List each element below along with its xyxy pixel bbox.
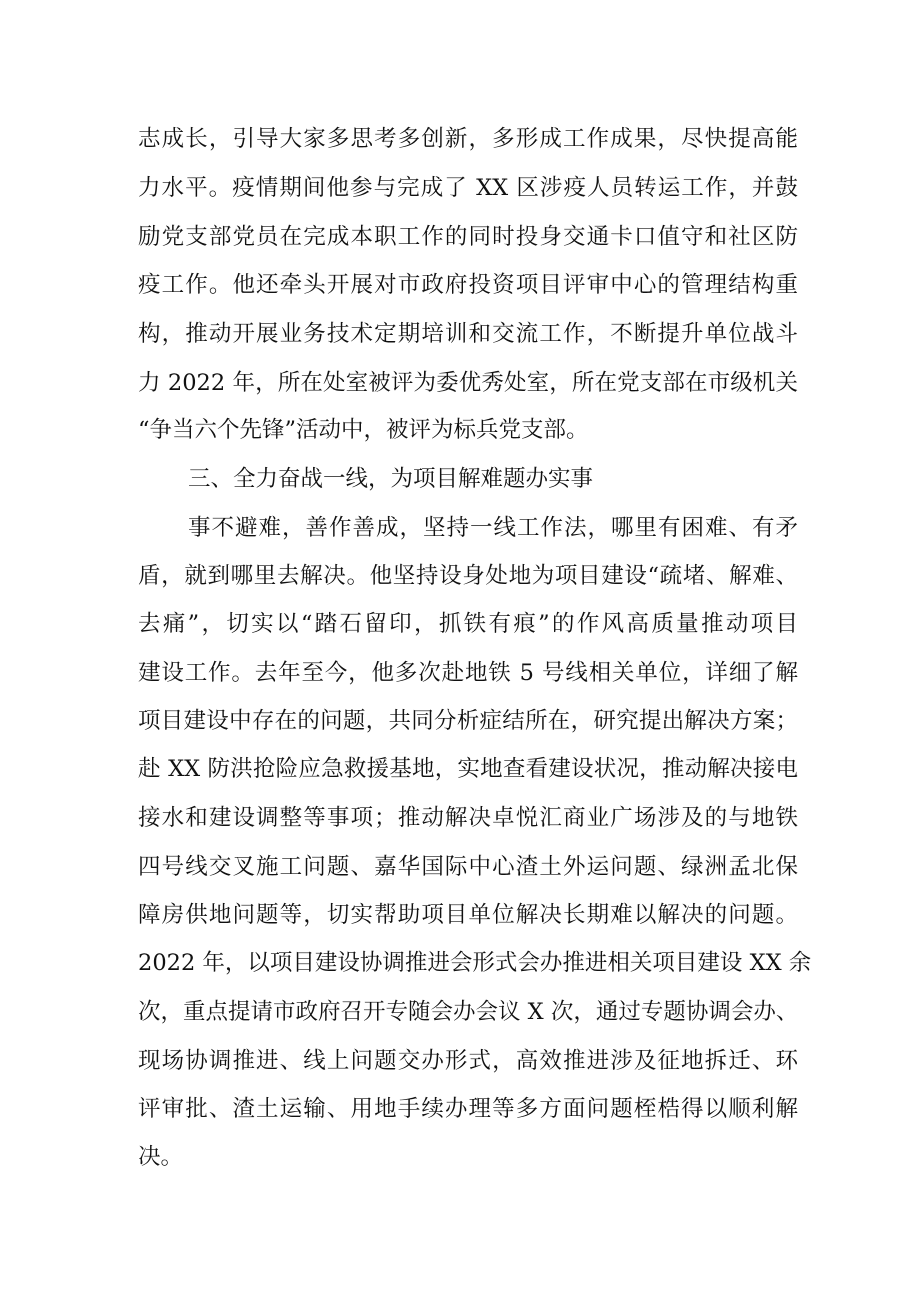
paragraph-1-line-2: 力水平。疫情期间他参与完成了 XX 区涉疫人员转运工作，并鼓: [138, 175, 798, 201]
paragraph-2-line-14: 决。: [138, 1144, 184, 1170]
paragraph-2-line-4: 建设工作。去年至今，他多次赴地铁 5 号线相关单位，详细了解: [138, 660, 798, 686]
section-heading: 三、全力奋战一线，为项目解难题办实事: [188, 466, 594, 492]
paragraph-2-line-13: 评审批、渣土运输、用地手续办理等多方面问题桎梏得以顺利解: [138, 1096, 798, 1122]
paragraph-2-line-12: 现场协调推进、线上问题交办形式，高效推进涉及征地拆迁、环: [138, 1048, 798, 1074]
paragraph-2-line-6: 赴 XX 防洪抢险应急救援基地，实地查看建设状况，推动解决接电: [138, 756, 798, 782]
paragraph-1-line-7: “争当六个先锋”活动中，被评为标兵党支部。: [138, 417, 589, 443]
paragraph-2-line-7: 接水和建设调整等事项；推动解决卓悦汇商业广场涉及的与地铁: [138, 805, 798, 831]
paragraph-1-line-1: 志成长，引导大家多思考多创新，多形成工作成果，尽快提高能: [138, 126, 798, 152]
paragraph-2-line-1: 事不避难，善作善成，坚持一线工作法，哪里有困难、有矛: [188, 515, 798, 541]
paragraph-2-line-9: 障房供地问题等，切实帮助项目单位解决长期难以解决的问题。: [138, 902, 798, 928]
paragraph-2-line-8: 四号线交叉施工问题、嘉华国际中心渣土外运问题、绿洲孟北保: [138, 854, 798, 880]
paragraph-2-line-11: 次，重点提请市政府召开专随会办会议 X 次，通过专题协调会办、: [138, 999, 799, 1025]
paragraph-1-line-5: 构，推动开展业务技术定期培训和交流工作，不断提升单位战斗: [138, 321, 798, 347]
paragraph-2-line-5: 项目建设中存在的问题，共同分析症结所在，研究提出解决方案；: [138, 708, 798, 734]
paragraph-1-line-6: 力 2022 年，所在处室被评为委优秀处室，所在党支部在市级机关: [138, 370, 798, 396]
paragraph-2-line-3: 去痛”，切实以“踏石留印，抓铁有痕”的作风高质量推动项目: [138, 611, 798, 637]
paragraph-1-line-3: 励党支部党员在完成本职工作的同时投身交通卡口值守和社区防: [138, 224, 798, 250]
paragraph-1-line-4: 疫工作。他还牵头开展对市政府投资项目评审中心的管理结构重: [138, 272, 798, 298]
paragraph-2-line-10: 2022 年，以项目建设协调推进会形式会办推进相关项目建设 XX 余: [138, 950, 812, 976]
paragraph-2-line-2: 盾，就到哪里去解决。他坚持设身处地为项目建设“疏堵、解难、: [138, 563, 798, 589]
